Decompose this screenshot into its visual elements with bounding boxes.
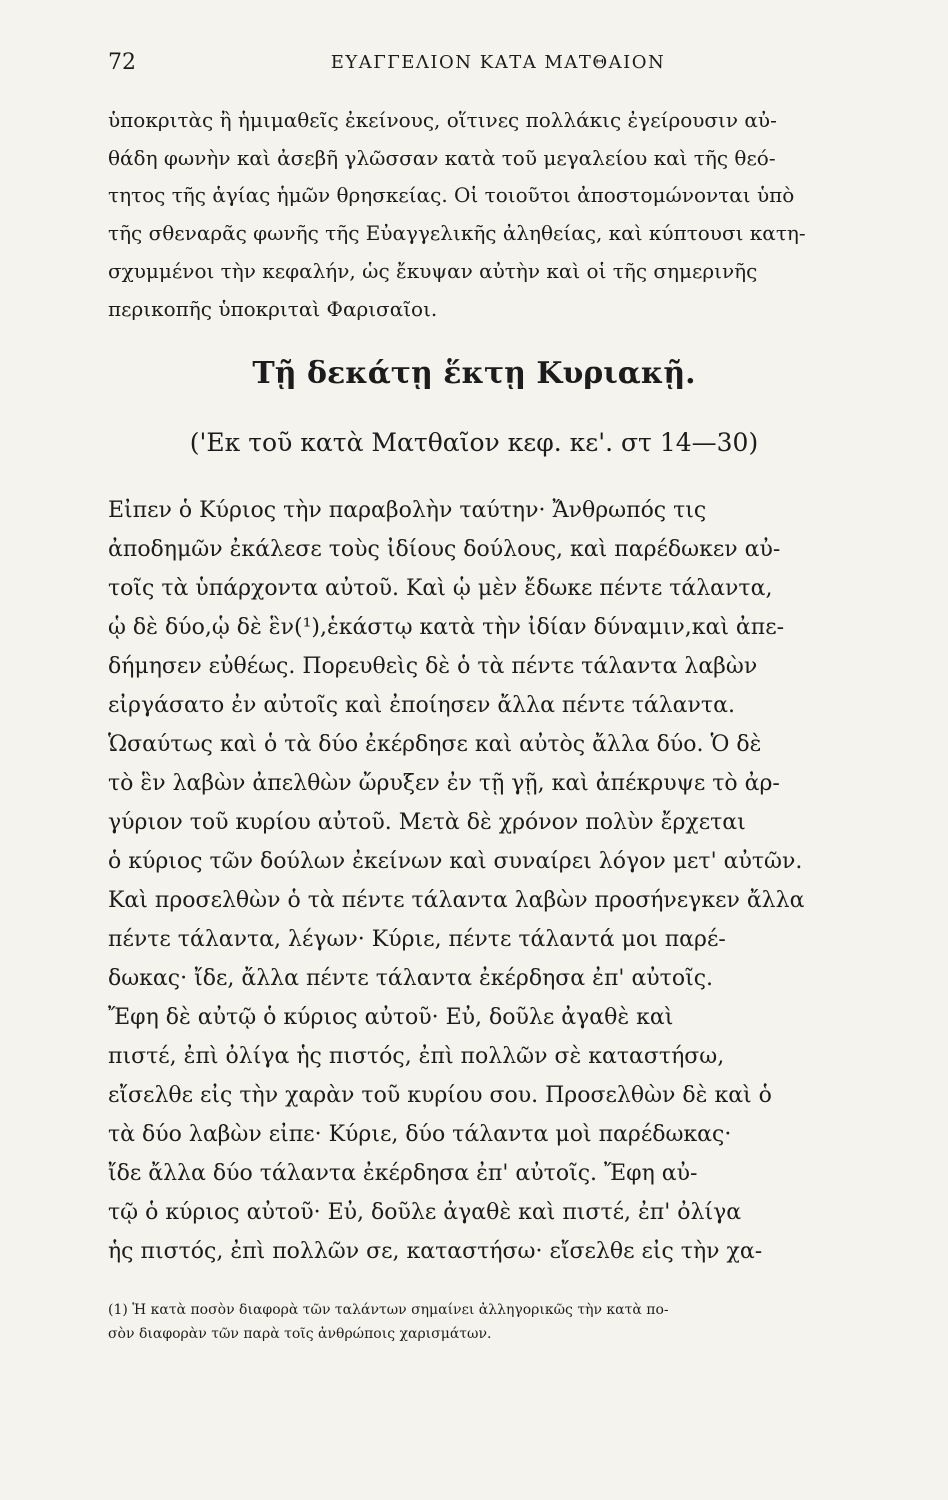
intro-line: θάδη φωνὴν καὶ ἀσεβῆ γλῶσσαν κατὰ τοῦ μεγαλείου καὶ τῆς θεό- <box>108 146 776 170</box>
body-line: εἴσελθε εἰς τὴν χαρὰν τοῦ κυρίου σου. Προσελθὼν δὲ καὶ ὁ <box>108 1083 772 1108</box>
intro-line: τῆς σθεναρᾶς φωνῆς τῆς Εὐαγγελικῆς ἀληθείας, καὶ κύπτουσι κατη- <box>108 221 806 245</box>
body-line: Εἶπεν ὁ Κύριος τὴν παραβολὴν ταύτην· Ἄνθρωπός τις <box>108 498 707 523</box>
body-line: τὸ ἓν λαβὼν ἀπελθὼν ὤρυξεν ἐν τῇ γῇ, καὶ ἀπέκρυψε τὸ ἀρ- <box>108 771 780 796</box>
intro-line: σχυμμένοι τὴν κεφαλήν, ὡς ἔκυψαν αὐτὴν καὶ οἱ τῆς σημερινῆς <box>108 259 758 283</box>
body-line: δωκας· ἴδε, ἄλλα πέντε τάλαντα ἐκέρδησα ἐπ' αὐτοῖς. <box>108 966 714 991</box>
footnote-line: (1) Ἡ κατὰ ποσὸν διαφορὰ τῶν ταλάντων σημαίνει ἀλληγορικῶς τὴν κατὰ πο- <box>108 1302 669 1318</box>
body-line: ᾧ δὲ δύο,ᾧ δὲ ἓν(¹),ἑκάστῳ κατὰ τὴν ἰδίαν δύναμιν,καὶ ἀπε- <box>108 615 785 640</box>
body-line: τῷ ὁ κύριος αὐτοῦ· Εὖ, δοῦλε ἀγαθὲ καὶ πιστέ, ἐπ' ὀλίγα <box>108 1200 742 1225</box>
body-line: γύριον τοῦ κυρίου αὐτοῦ. Μετὰ δὲ χρόνον πολὺν ἔρχεται <box>108 810 746 835</box>
body-line: ἧς πιστός, ἐπὶ πολλῶν σε, καταστήσω· εἴσελθε εἰς τὴν χα- <box>108 1239 763 1264</box>
body-line: ἀποδημῶν ἐκάλεσε τοὺς ἰδίους δούλους, καὶ παρέδωκεν αὐ- <box>108 537 781 562</box>
intro-line: τητος τῆς ἁγίας ἡμῶν θρησκείας. Οἱ τοιοῦτοι ἀποστομώνονται ὑπὸ <box>108 183 795 207</box>
section-title: Τῇ δεκάτῃ ἕκτῃ Κυριακῇ. <box>252 356 696 391</box>
body-line: εἰργάσατο ἐν αὐτοῖς καὶ ἐποίησεν ἄλλα πέντε τάλαντα. <box>108 693 735 718</box>
intro-line: περικοπῆς ὑποκριταὶ Φαρισαῖοι. <box>108 297 438 321</box>
footnote-line: σὸν διαφορὰν τῶν παρὰ τοῖς ἀνθρώποις χαρισμάτων. <box>108 1326 492 1342</box>
body-line: Ἔφη δὲ αὐτῷ ὁ κύριος αὐτοῦ· Εὖ, δοῦλε ἀγαθὲ καὶ <box>108 1005 674 1030</box>
body-line: Ὡσαύτως καὶ ὁ τὰ δύο ἐκέρδησε καὶ αὐτὸς ἄλλα δύο. Ὁ δὲ <box>108 732 762 757</box>
body-line: ἴδε ἄλλα δύο τάλαντα ἐκέρδησα ἐπ' αὐτοῖς. Ἔφη αὐ- <box>108 1161 698 1186</box>
page-header <box>108 50 888 80</box>
body-line: Καὶ προσελθὼν ὁ τὰ πέντε τάλαντα λαβὼν προσήνεγκεν ἄλλα <box>108 888 805 913</box>
body-line: πέντε τάλαντα, λέγων· Κύριε, πέντε τάλαντά μοι παρέ- <box>108 927 726 952</box>
body-line: δήμησεν εὐθέως. Πορευθεὶς δὲ ὁ τὰ πέντε τάλαντα λαβὼν <box>108 654 758 679</box>
body-line: πιστέ, ἐπὶ ὀλίγα ἧς πιστός, ἐπὶ πολλῶν σὲ καταστήσω, <box>108 1044 725 1069</box>
scripture-reference: ('Εκ τοῦ κατὰ Ματθαῖον κεφ. κε'. στ 14—30) <box>189 428 759 457</box>
body-line: τὰ δύο λαβὼν εἶπε· Κύριε, δύο τάλαντα μοὶ παρέδωκας· <box>108 1122 732 1147</box>
intro-line: ὑποκριτὰς ἢ ἡμιμαθεῖς ἐκείνους, οἵτινες πολλάκις ἐγείρουσιν αὐ- <box>108 108 777 132</box>
running-title: ΕΥΑΓΓΕΛΙΟΝ ΚΑΤΑ ΜΑΤΘΑΙΟΝ <box>330 52 666 73</box>
body-line: ὁ κύριος τῶν δούλων ἐκείνων καὶ συναίρει λόγον μετ' αὐτῶν. <box>108 849 803 874</box>
body-line: τοῖς τὰ ὑπάρχοντα αὐτοῦ. Καὶ ᾧ μὲν ἔδωκε πέντε τάλαντα, <box>108 576 773 601</box>
page-number: 72 <box>108 50 136 75</box>
